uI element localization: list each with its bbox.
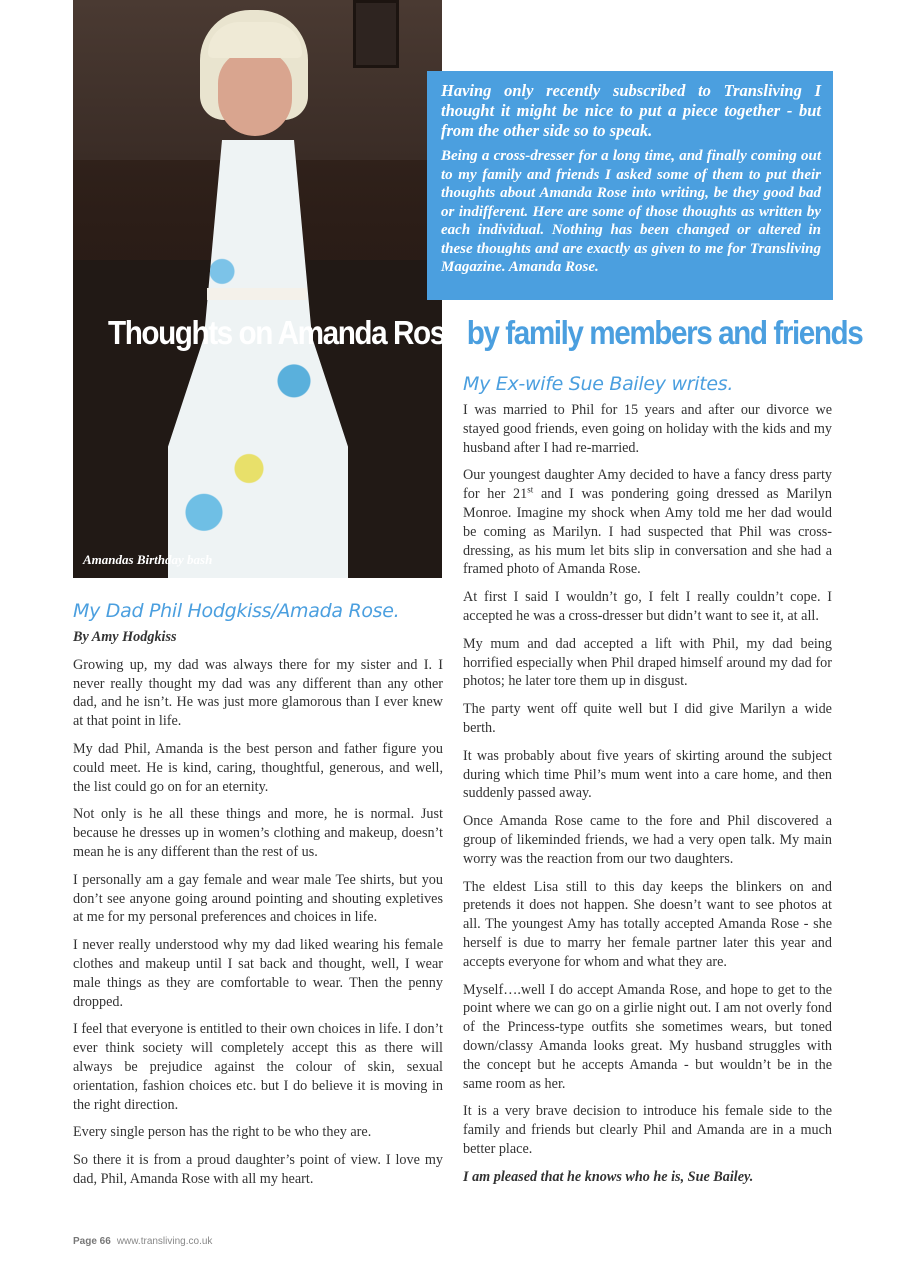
left-column — [73, 598, 443, 1198]
amy-paragraph: Growing up, my dad was always there for my sister and I. I never really thought my dad was any different than any other dad, and he isn’t. He was just more glamorous than I ever knew at that point in life. — [73, 656, 443, 730]
section-title-amy: My Dad Phil Hodgkiss/Amada Rose. — [73, 600, 400, 622]
photo-picture-frame — [353, 0, 399, 68]
sue-paragraph: The party went off quite well but I did give Marilyn a wide berth. — [463, 701, 832, 736]
section-title-sue: My Ex-wife Sue Bailey writes. — [463, 373, 734, 395]
sue-signoff: I am pleased that he knows who he is, Sue Bailey. — [463, 1168, 754, 1185]
amy-paragraph: So there it is from a proud daughter’s point of view. I love my dad, Phil, Amanda Rose with all my heart. — [73, 1152, 443, 1187]
amy-paragraph: My dad Phil, Amanda is the best person and father figure you could meet. He is kind, caring, thoughtful, generous, and well, the list could go on for an eternity. — [73, 740, 443, 795]
photo-face — [218, 50, 292, 136]
sue-party-text-a: Our youngest daughter Amy decided to have a fancy dress party for her 21 — [463, 467, 832, 503]
photo-caption: Amandas Birthday bash — [83, 552, 213, 567]
right-column — [463, 371, 832, 1195]
intro-paragraph-2: Being a cross-dresser for a long time, and finally coming out to my family and friends I asked some of them to put their thoughts about Amanda Rose into writing, be they good bad or indifferent. Here are some of those thoughts as written by each individual. Nothing has been changed or altered in these thoughts and are exactly as given to me for Transliving Magazine. Amanda Rose. — [441, 148, 821, 275]
sue-paragraph: My mum and dad accepted a lift with Phil, my dad being horrified especially when Phil draped himself around my dad for photos; he later tore them up in disgust. — [463, 635, 832, 690]
page-number: Page 66 — [73, 1236, 111, 1247]
sue-paragraph: It was probably about five years of skirting around the subject during which time Phil’s mum went into a care home, and then suddenly passed away. — [463, 747, 832, 802]
amy-paragraph: Not only is he all these things and more, he is normal. Just because he dresses up in women’s clothing and makeup, doesn’t mean he is any different than the rest of us. — [73, 806, 443, 860]
sue-paragraph-party — [463, 466, 832, 579]
photo-belt — [207, 288, 307, 300]
sue-paragraph: I was married to Phil for 15 years and after our divorce we stayed good friends, even going on holiday with the kids and my husband after I had re-married. — [463, 402, 832, 456]
amy-paragraph: I feel that everyone is entitled to their own choices in life. I don’t ever think society will completely accept this as there will always be prejudice against the colour of skin, sexual orientation, fashion choices etc. but I do believe it is moving in the right direction. — [73, 1021, 443, 1113]
cover-photo — [73, 0, 442, 578]
headline-part-1: Thoughts on Amanda Rose — [108, 314, 460, 351]
sue-paragraph: Once Amanda Rose came to the fore and Phil discovered a group of likeminded friends, we had a very open talk. My main worry was the reaction from our two daughters. — [463, 813, 832, 867]
photo-bangs — [208, 22, 302, 58]
headline-part-2: by family members and friends — [459, 314, 863, 351]
sue-paragraph: At first I said I wouldn’t go, I felt I really couldn’t cope. I accepted he was a cross-dresser but didn’t want to see it, at all. — [463, 589, 832, 624]
intro-paragraph-1: Having only recently subscribed to Transliving I thought it might be nice to put a piece together - but from the other side so to speak. — [441, 81, 821, 140]
amy-paragraph: I personally am a gay female and wear male Tee shirts, but you don’t see anyone going around pointing and shouting expletives at me for my personal preferences and choices in life. — [73, 871, 443, 926]
article-headline — [108, 314, 862, 352]
sue-party-text-b: and I was pondering going dressed as Marilyn Monroe. Imagine my shock when Amy told me her dad would be coming as Marilyn. I had suspected that Phil was cross-dressing, as his mum let bits slip in conversation and she had a framed photo of Amanda Rose. — [463, 486, 832, 578]
page-footer — [73, 1236, 212, 1247]
byline-amy: By Amy Hodgkiss — [73, 629, 177, 645]
sue-paragraph: Myself….well I do accept Amanda Rose, and hope to get to the point where we can go on a girlie night out. I am not overly fond of the Princess-type outfits she sometimes wears, but toned down/classy Amanda looks great. My husband struggles with the concept but he accepts Amanda - but wouldn’t be in the same room as her. — [463, 981, 832, 1092]
footer-url[interactable]: www.transliving.co.uk — [116, 1236, 213, 1247]
amy-paragraph: Every single person has the right to be who they are. — [73, 1124, 372, 1141]
amy-paragraph: I never really understood why my dad liked wearing his female clothes and makeup until I sat back and thought, well, I wear male things as they are comfortable to wear. Then the penny dropped. — [73, 937, 443, 1010]
ordinal-suffix: st — [527, 484, 534, 495]
intro-box — [427, 71, 833, 300]
sue-paragraph: It is a very brave decision to introduce his female side to the family and friends but clearly Phil and Amanda are in a much better place. — [463, 1103, 832, 1157]
sue-paragraph: The eldest Lisa still to this day keeps the blinkers on and pretends it does not happen. She doesn’t want to see photos at all. The youngest Amy has totally accepted Amanda Rose - she herself is due to marry her female partner later this year and accepts everyone for whom and what they are. — [463, 878, 832, 970]
